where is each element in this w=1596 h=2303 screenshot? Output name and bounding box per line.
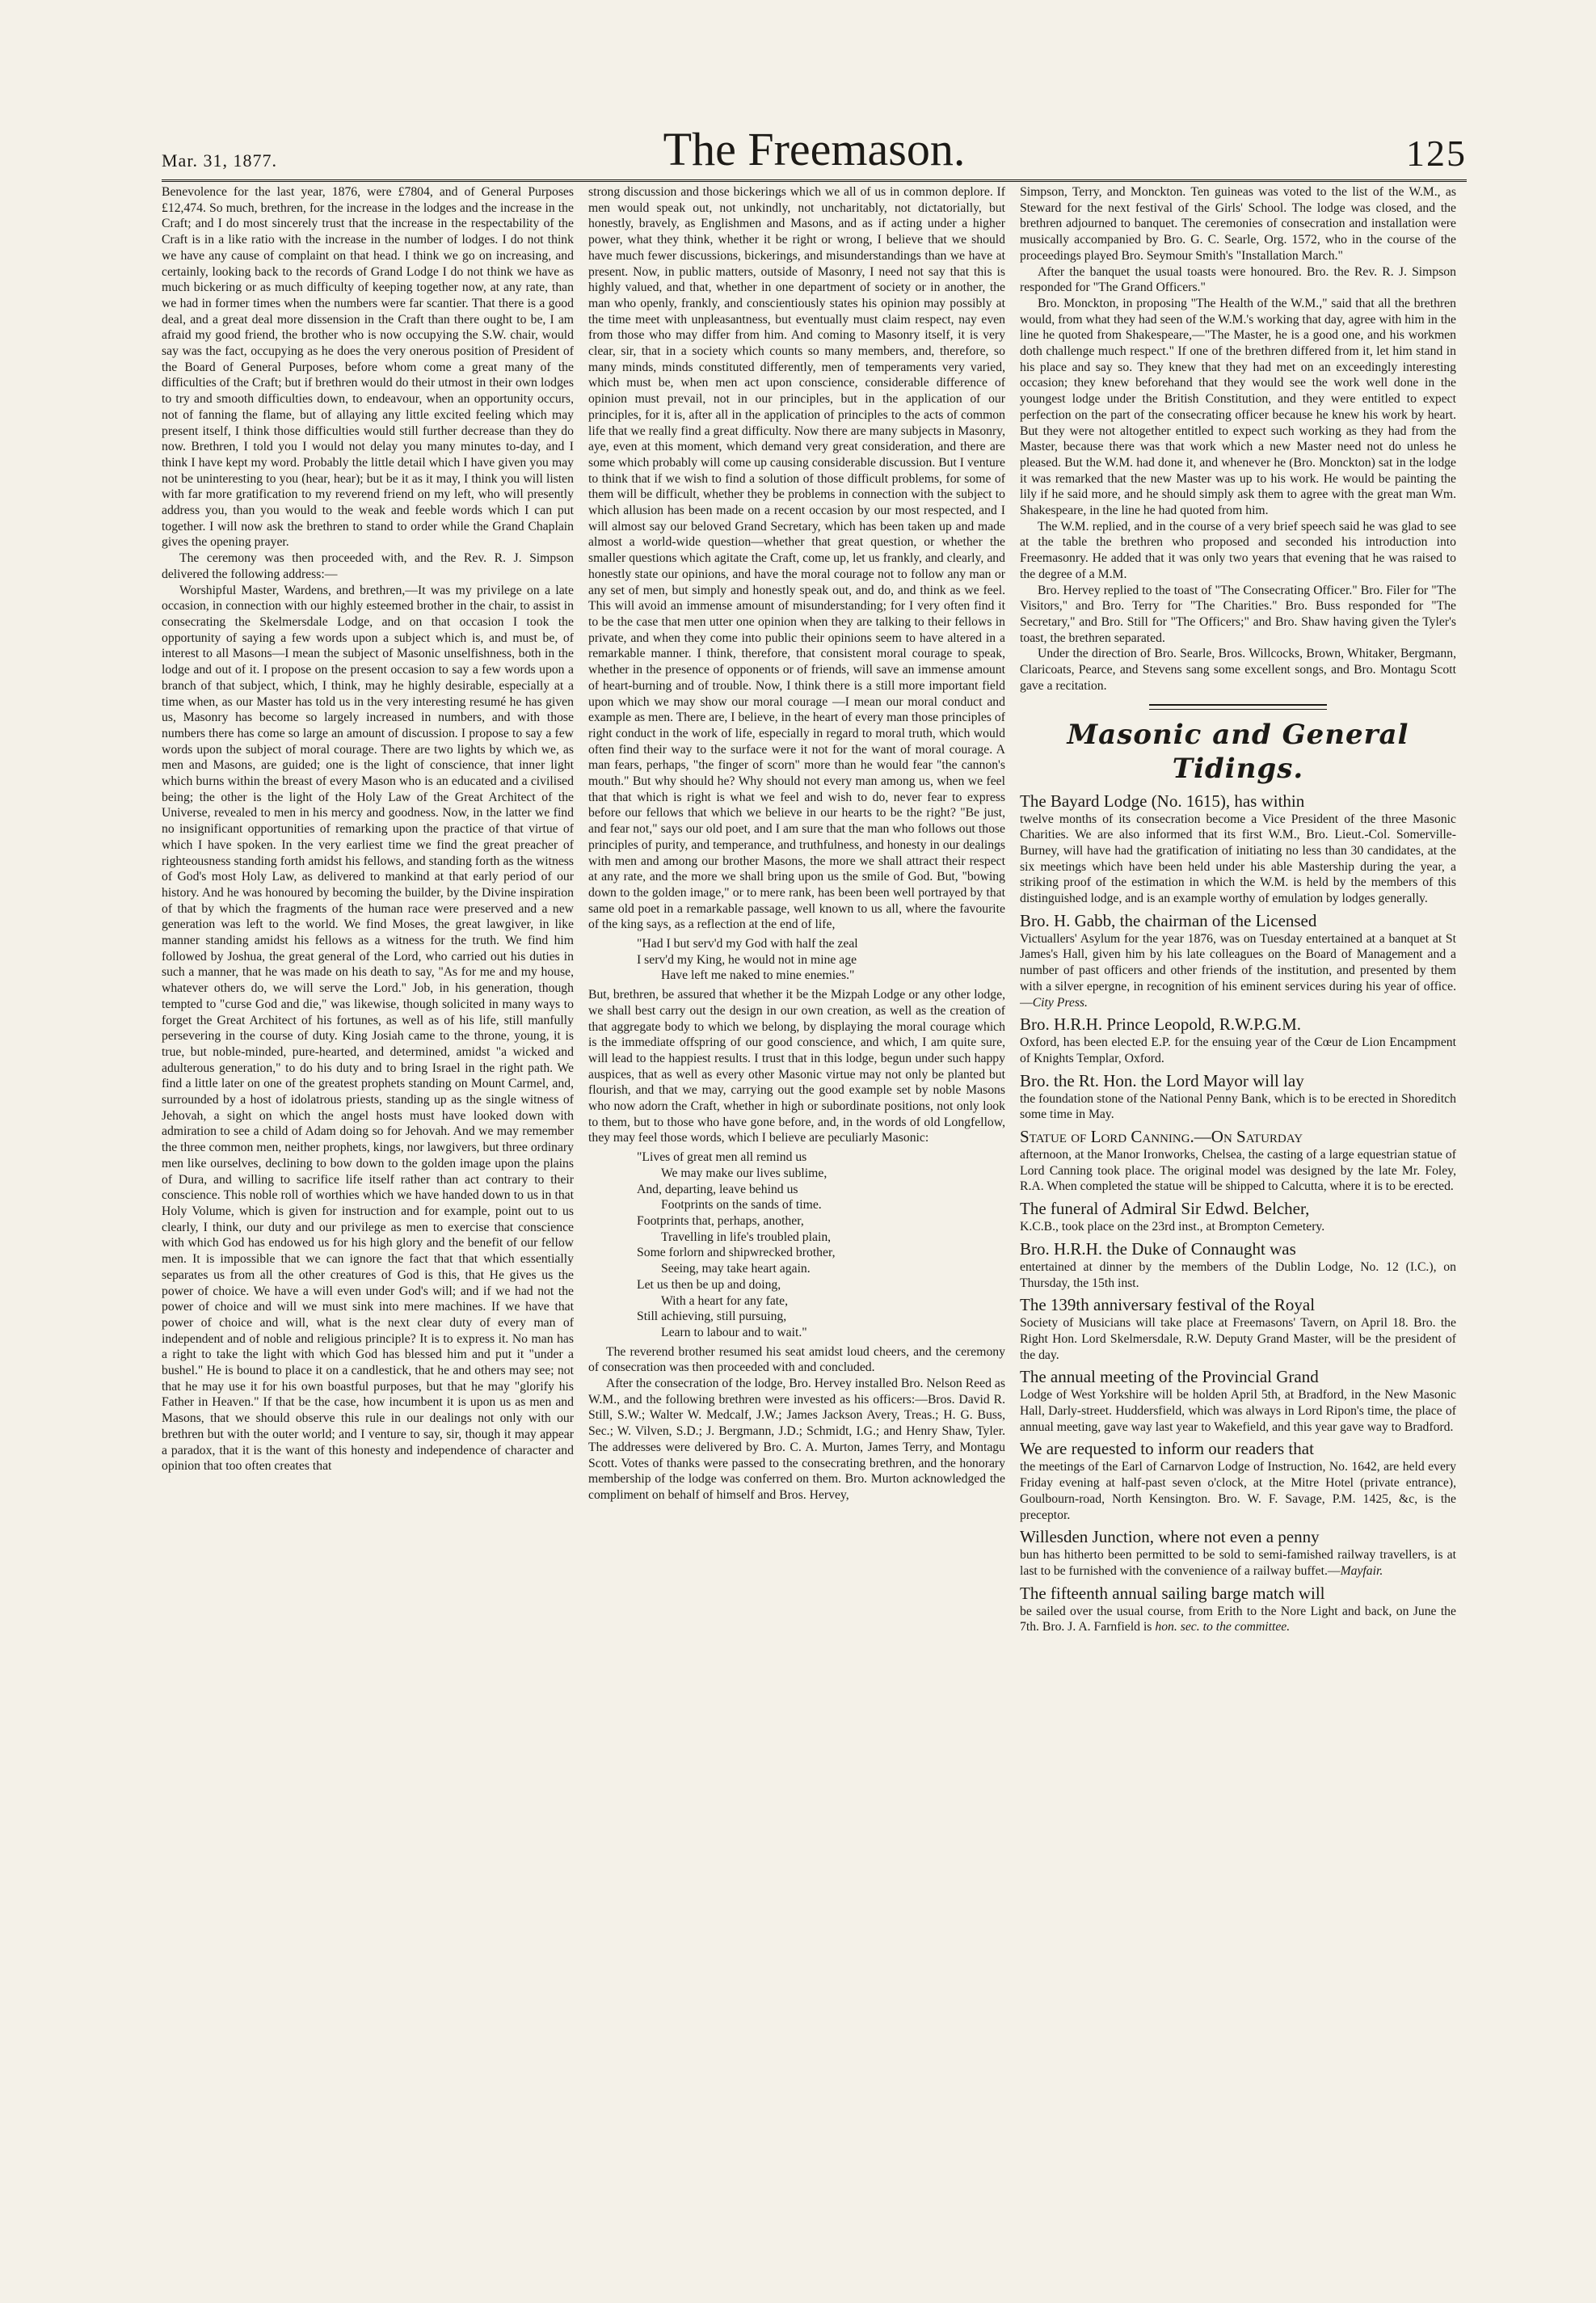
item-tail: hon. sec. to the committee. bbox=[1155, 1620, 1291, 1634]
paragraph: After the consecration of the lodge, Bro. Hervey installed Bro. Nelson Reed as W.M., and the following brethren were invested as his officers:—Bros. David R. Still, S.W.; Walter W. Medcalf, J.W.; James Jackson Avery, Treas.; H. G. Buss, Sec.; W. Vilven, S.D.; J. Bergmann, J.D.; Schmidt, I.G.; and Henry Shaw, Tyler. The addresses were delivered by Bro. C. A. Murton, James Terry, and Montagu Scott. Votes of thanks were passed to the consecrating brethren, and the honorary membership of the lodge was conferred on them. Bro. Murton acknowledged the compliment on behalf of himself and Bros. Hervey, bbox=[588, 1377, 1005, 1502]
news-item bbox=[1020, 1238, 1456, 1291]
news-item bbox=[1020, 1198, 1456, 1235]
paragraph: Benevolence for the last year, 1876, were £7804, and of General Purposes £12,474. So much, brethren, for the increase in the lodges and the increase in the Craft; and I do most sincerely trust that the increase in the respectability of the Craft is in a like ratio with the increase in the number of lodges. I do not think we have any cause of complaint on that head. I think we go on increasing, and certainly, looking back to the records of Grand Lodge I do not think we have as much bickering or as much difficulty of keeping together now, at any rate, than we had in former times when the numbers were far scantier. That there is a good deal, and a great deal more dissension in the Craft than there ought to be, I am afraid my good friend, the brother who is now occupying the S.W. chair, would say was the fact, occupying as he does the very onerous position of President of the Board of General Purposes, before whom come a great many of the difficulties of the Craft; but if brethren would do their utmost in their own lodges to try and smooth difficulties down, to endeavour, when an opportunity occurs, not of fanning the flame, but of allaying any little excited feeling which may present itself, I think those difficulties would still further decrease than they do now. Brethren, I told you I would not delay you many minutes to-day, and I think I have kept my word. Probably the little detail which I have given you may not be uninteresting to you (hear, hear); but be it as it may, I think you will listen with far more gratification to my reverend friend on my left, who will presently address you, than you would to the weak and feeble words which I can put together. I will now ask the brethren to stand to order while the Grand Chaplain gives the opening prayer. bbox=[162, 185, 574, 550]
masthead bbox=[162, 121, 1467, 178]
news-item bbox=[1020, 1366, 1456, 1435]
item-body: the meetings of the Earl of Carnarvon Lodge of Instruction, No. 1642, are held every Friday evening at half-past seven o'clock, at the Mitre Hotel (private entrance), Goulbourn-road, North Kensington. Bro. W. F. Savage, P.M. 1425, &c, is the preceptor. bbox=[1020, 1460, 1456, 1522]
item-lead: Willesden Junction, where not even a penny bbox=[1020, 1527, 1320, 1547]
paragraph: The ceremony was then proceeded with, and the Rev. R. J. Simpson delivered the following address:— bbox=[162, 551, 574, 581]
verse-line: Travelling in life's troubled plain, bbox=[661, 1230, 832, 1244]
item-body: Oxford, has been elected E.P. for the ensuing year of the Cœur de Lion Encampment of Knights Templar, Oxford. bbox=[1020, 1036, 1456, 1065]
news-item bbox=[1020, 910, 1456, 1011]
paragraph: Bro. Monckton, in proposing "The Health of the W.M.," said that all the brethren would, from what they had seen of the W.M.'s working that day, agree with him in the line he quoted from Shakespeare,—"The Master, he is a good one, and his workmen doth challenge much respect." If one of the brethren differed from it, let him stand in his place and say so. They knew that they had met on an exceedingly interesting occasion; they knew beforehand that they would see the work well done in the youngest lodge under the British Constitution, and they were entitled to expect perfection on the part of the consecrating officer because he knew his work by heart. But they were not altogether entitled to expect such working as they had from the Master, because there was that work which a new Master need not do unless he pleased. But the W.M. had done it, and whenever he (Bro. Monckton) sat in the lodge it was remarked that the new Master was up to his work. He would be painting the lily if he said more, and he should simply ask them to agree with the great man Wm. Shakespeare, in the line he had quoted from him. bbox=[1020, 296, 1456, 518]
verse-quote bbox=[588, 936, 1005, 984]
item-lead: Statue of Lord Canning.—On Saturday bbox=[1020, 1127, 1303, 1147]
verse-line: Let us then be up and doing, bbox=[637, 1277, 781, 1292]
masthead-rule bbox=[162, 179, 1467, 182]
newspaper-title: The Freemason. bbox=[663, 123, 966, 175]
news-item bbox=[1020, 1294, 1456, 1363]
paragraph: strong discussion and those bickerings which we all of us in common deplore. If men would speak out, not unkindly, not uncharitably, not dictatorially, but honestly, bravely, as Englishmen and Masons, and as if acting under a higher power, what they think, whether it be right or wrong, I believe that we should have much fewer discussions, bickerings, and misunderstandings than we have at present. Now, in public matters, outside of Masonry, I need not say that this is highly valued, and that, whether in one department of society or in another, the man who openly, frankly, and conscientiously states his opinion may possibly at the time meet with unpleasantness, but eventually must claim respect, nay even from those who may differ from him. And coming to Masonry itself, it is very clear, sir, that in a society which counts so many members, and, therefore, so many minds, minds constituted differently, men of temperaments very varied, which must be, when men act upon conscience, considerable difference of opinion must prevail, not in our principles, but in the application of our principles, for it is, after all in the application of principles to the acts of common life that we really find a great difficulty. Now there are many subjects in Masonry, aye, even at this moment, which demand very great consideration, and there are some which probably will come up causing considerable discussion. But I venture to think that if we wish to find a solution of those difficult problems, for some of them will be difficult, whether they be problems in connection with the subject to which allusion has been made on a recent occasion by our most respected, and I will almost say our beloved Grand Secretary, which has been taken up and made almost a world-wide question—whether that great question, or whether the smaller questions which agitate the Craft, come up, let us frankly, and clearly, and honestly state our opinions, and have the moral courage not to follow any man or any set of men, but simply and honestly speak out, and do, and think as we feel. This will avoid an immense amount of misunderstanding; for I very often find it to be the case that men utter one opinion when they are talking to their fellows in private, and when they come into public their opinions seem to have altered in a remarkable manner. I think, therefore, that consistent moral courage to speak, whether in the presence of opponents or of friends, will save an immense amount of heart-burning and of trouble. Now, I think there is a still more important field upon which we may show our moral courage —I mean our moral conduct and example as men. There are, I believe, in the heart of every man those principles of right conduct in the work of life, especially in regard to moral truth, which would often find their way to the surface were it not for the want of moral courage. A man fears, perhaps, "the finger of scorn" more than he would fear "the cannon's mouth." But why should he? Why should not every man among us, when we feel that that which is right is what we feel and wish to do, never fear to express before our fellows that which we believe in our hearts to be the right? "Be just, and fear not," says our old poet, and I am sure that the man who follows out those principles of purity, and temperance, and truthfulness, and honesty in our dealings with men and among our brother Masons, the more we shall attract their respect at any rate, and the more we shall bring upon us the smile of God. But, "bowing down to the golden image," or to mere rank, has been been well portrayed by that same old poet in a remarkable passage, well known to us all, where the favourite of the king says, as a reflection at the end of life, bbox=[588, 185, 1005, 932]
item-body: the foundation stone of the National Penny Bank, which is to be erected in Shoreditch some time in May. bbox=[1020, 1091, 1456, 1122]
paragraph: The W.M. replied, and in the course of a very brief speech said he was glad to see at the table the brethren who proposed and seconded his introduction into Freemasonry. He added that it was only two years that evening that he was raised to the degree of a M.M. bbox=[1020, 519, 1456, 581]
item-body: Victuallers' Asylum for the year 1876, was on Tuesday entertained at a banquet at St James's Hall, given him by his late colleagues on the Board of Management and a number of past officers and other friends of the institution, and presented by them with a silver epergne, in recognition of his eminent services during his year of office.— bbox=[1020, 931, 1456, 1010]
item-source: City Press. bbox=[1032, 995, 1088, 1010]
paragraph: Simpson, Terry, and Monckton. Ten guineas was voted to the list of the W.M., as Steward for the next festival of the Girls' School. The lodge was closed, and the brethren adjourned to banquet. The ceremonies of consecration and installation were musically accompanied by Bro. G. C. Searle, Org. 1572, who in the course of the proceedings played Bro. Seymour Smith's "Installation March." bbox=[1020, 185, 1456, 263]
news-item bbox=[1020, 1583, 1456, 1635]
verse-quote bbox=[588, 1149, 1005, 1340]
paragraph: Bro. Hervey replied to the toast of "The Consecrating Officer." Bro. Filer for "The Visitors," and Bro. Terry for "The Charities." Bro. Buss responded for "The Secretary," and Bro. Still for "The Officers;" and Bro. Shaw having given the Tyler's toast, the brethren separated. bbox=[1020, 583, 1456, 645]
item-lead: The funeral of Admiral Sir Edwd. Belcher, bbox=[1020, 1199, 1310, 1219]
item-lead: Bro. the Rt. Hon. the Lord Mayor will lay bbox=[1020, 1070, 1304, 1090]
divider bbox=[1149, 709, 1327, 710]
item-body: be sailed over the usual course, from Erith to the Nore Light and back, on June the 7th. Bro. J. A. Farnfield is bbox=[1020, 1604, 1456, 1634]
verse-line: Still achieving, still pursuing, bbox=[637, 1310, 787, 1324]
item-body: bun has hitherto been permitted to be sold to semi-famished railway travellers, is at last to be furnished with the convenience of a railway buffet.— bbox=[1020, 1548, 1456, 1578]
section-title: Masonic and General Tidings. bbox=[1067, 718, 1409, 785]
paragraph: After the banquet the usual toasts were honoured. Bro. the Rev. R. J. Simpson responded for "The Grand Officers." bbox=[1020, 264, 1456, 295]
item-body: K.C.B., took place on the 23rd inst., at Brompton Cemetery. bbox=[1020, 1220, 1325, 1234]
verse-line: "Had I but serv'd my God with half the zeal bbox=[637, 937, 858, 951]
news-item bbox=[1020, 1070, 1456, 1123]
divider bbox=[1149, 704, 1327, 706]
item-source: Mayfair. bbox=[1340, 1564, 1383, 1578]
news-item bbox=[1020, 1526, 1456, 1579]
item-lead: The annual meeting of the Provincial Grand bbox=[1020, 1367, 1319, 1387]
verse-line: Have left me naked to mine enemies." bbox=[661, 968, 855, 983]
verse-line: Some forlorn and shipwrecked brother, bbox=[637, 1246, 836, 1260]
section-header bbox=[1020, 704, 1456, 786]
paragraph: The reverend brother resumed his seat amidst loud cheers, and the ceremony of consecration was then proceeded with and concluded. bbox=[588, 1344, 1005, 1375]
item-lead: We are requested to inform our readers that bbox=[1020, 1439, 1314, 1459]
item-body: Society of Musicians will take place at Freemasons' Tavern, on April 18. Bro. the Right Hon. Lord Skelmersdale, R.W. Deputy Grand Master, will be the president of the day. bbox=[1020, 1316, 1456, 1362]
item-body: afternoon, at the Manor Ironworks, Chelsea, the casting of a large equestrian statue of Lord Canning took place. The original model was designed by the late Mr. Foley, R.A. When completed the statue will be shipped to Calcutta, where it is to be erected. bbox=[1020, 1148, 1456, 1194]
verse-line: We may make our lives sublime, bbox=[661, 1166, 827, 1180]
issue-date: Mar. 31, 1877. bbox=[162, 150, 277, 171]
verse-line: Seeing, may take heart again. bbox=[661, 1262, 811, 1276]
verse-line: Footprints on the sands of time. bbox=[661, 1198, 822, 1213]
verse-line: "Lives of great men all remind us bbox=[637, 1150, 807, 1165]
column-1 bbox=[162, 184, 574, 2270]
news-item bbox=[1020, 1438, 1456, 1523]
news-item bbox=[1020, 1126, 1456, 1195]
item-body: entertained at dinner by the members of the Dublin Lodge, No. 12 (I.C.), on Thursday, the 15th inst. bbox=[1020, 1259, 1456, 1290]
item-lead: The 139th anniversary festival of the Royal bbox=[1020, 1295, 1316, 1315]
news-item bbox=[1020, 791, 1456, 907]
item-lead: The fifteenth annual sailing barge match will bbox=[1020, 1583, 1325, 1603]
verse-line: Footprints that, perhaps, another, bbox=[637, 1214, 804, 1228]
item-body: twelve months of its consecration become a Vice President of the three Masonic Charities. We are also informed that its first W.M., Bro. Lieut.-Col. Somerville-Burney, will have had the gratification of initiating no less than 30 candidates, at the six meetings which have been held under his able Mastership during the year, a striking proof of the estimation in which the W.M. is held by the members of this distinguished lodge, and is an example worthy of emulation by lodges generally. bbox=[1020, 812, 1456, 906]
paragraph: But, brethren, be assured that whether it be the Mizpah Lodge or any other lodge, we shall best carry out the design in our own creation, as well as the creation of that aggregate body to which we belong, by displaying the moral courage which is the immediate offspring of our good conscience, and which, I am quite sure, will lead to the happiest results. I trust that in this lodge, begun under such happy auspices, that as well as every other Masonic virtue may not only be planted but flourish, and that we may, carrying out the good example set by noble Masons who now adorn the Craft, whether in high or subordinate positions, not only look to them, but to those who have gone before, and, in the words of old Longfellow, they may feel those words, which I believe are peculiarly Masonic: bbox=[588, 988, 1005, 1145]
item-lead: Bro. H. Gabb, the chairman of the Licensed bbox=[1020, 910, 1317, 930]
item-lead: The Bayard Lodge (No. 1615), has within bbox=[1020, 791, 1305, 811]
news-item bbox=[1020, 1014, 1456, 1066]
column-2 bbox=[588, 184, 1005, 2270]
paragraph: Under the direction of Bro. Searle, Bros. Willcocks, Brown, Whitaker, Bergmann, Claricoats, Pearce, and Stevens sang some excellent songs, and Bro. Montagu Scott gave a recitation. bbox=[1020, 647, 1456, 693]
verse-line: I serv'd my King, he would not in mine age bbox=[637, 952, 857, 967]
item-lead: Bro. H.R.H. the Duke of Connaught was bbox=[1020, 1238, 1296, 1259]
tidings-list bbox=[1020, 791, 1456, 1636]
column-3 bbox=[1020, 184, 1456, 2270]
verse-line: With a heart for any fate, bbox=[661, 1293, 789, 1308]
paragraph: Worshipful Master, Wardens, and brethren,—It was my privilege on a late occasion, in connection with our highly esteemed brother in the chair, to assist in consecrating the Skelmersdale Lodge, and on that occasion I took the opportunity of saying a few words upon a subject which is, and must be, of interest to all Masons—I mean the subject of Masonic unselfishness, both in the lodge and out of it. I propose on the present occasion to say a few words upon a branch of that subject, which, I think, may he highly desirable, especially at a time when, as our Master has told us in the very interesting resumé he has given us, Masonry has become so largely increased in numbers, and with those numbers there has come so large an amount of discussion. I propose to say a few words upon the subject of moral courage. There are two lights by which we, as men and Masons, are guided; one is the light of conscience, that inner light which burns within the breast of every Mason who is an educated and a civilised being; the other is the light of the Holy Law of the Great Architect of the Universe, revealed to men in his mercy and goodness. Now, in the latter we find no insignificant opportunities of remarking upon the practice of that virtue of which I have spoken. In the very earliest time we find the great preacher of righteousness standing forth amidst his fellows, and standing forth as the witness of God's most Holy Law, as delivered to mankind at that early period of our history. And he was honoured by becoming the builder, by the Divine inspiration of that by which the fragments of the human race were preserved and a new generation was left to the world. We find Moses, the great lawgiver, in like manner standing amidst his fellows as a witness for the truth. We find him followed by Joshua, the great general of the Lord, who carried out his duties in such a manner, that he was made on his death to say, "As for me and my house, whatever others do, we will serve the Lord." Job, in his generation, though tempted to "curse God and die," was likewise, though solicited in many ways to forget the Great Architect of his fortunes, as well as of his life, still manfully persevering in the course of duty. King Josiah came to the throne, young, it is true, but noble-minded, pure-hearted, and determined, amidst "a wicked and adulterous generation," to do his duty and to bring Israel in the right path. We find a little later on one of the greatest prophets standing on Mount Carmel, and, surrounded by a host of idolatrous priests, standing up as the single witness of Jehovah, a sight on which the angel hosts must have looked down with admiration to see a child of Adam doing so for Jehovah. And we may remember the three common men, neither prophets, kings, nor lawgivers, but three ordinary men like ourselves, declining to bow down to the golden image upon the plains of Dura, and willing to sacrifice life itself rather than act contrary to their conscience. This noble roll of worthies which we have handed down to us in that Holy Volume, which is given for instruction and for example, point out to us clearly, I think, our duty and our privilege as men to exercise that conscience with which God has endowed us for his high glory and the benefit of our fellow men. It is impossible that we can ignore the fact that that which essentially separates us from all the other creatures of God is this, that He gives us the power of choice. We have a will even under God's will; and if we had not the power of choice and will we must sink into mere machines. If we have that power of choice and will, what is the next clear duty of every man of independent and of noble and religious principle? It is to express it. No man has a right to take the light with which God has blessed him and put it "under a bushel." He is bound to place it on a candlestick, that he and others may see; not that he may use it for his own boastful purposes, but that he may "glorify his Father in Heaven." If that be the case, how incumbent it is upon us as men and Masons, that we should observe this rule in our dealings not only with our brethren but with the outer world; and I venture to say, sir, though it may appear a paradox, that it is the want of this honesty and independence of character and opinion that too often creates that bbox=[162, 583, 574, 1474]
item-body: Lodge of West Yorkshire will be holden April 5th, at Bradford, in the New Masonic Hall, Darly-street. Huddersfield, which was always in Lord Ripon's time, the place of annual meeting, gave way last year to Wakefield, and this year gave way to Bradford. bbox=[1020, 1388, 1456, 1434]
verse-line: And, departing, leave behind us bbox=[637, 1182, 798, 1196]
verse-line: Learn to labour and to wait." bbox=[661, 1325, 807, 1339]
page-number: 125 bbox=[1406, 133, 1467, 174]
item-lead: Bro. H.R.H. Prince Leopold, R.W.P.G.M. bbox=[1020, 1014, 1302, 1035]
